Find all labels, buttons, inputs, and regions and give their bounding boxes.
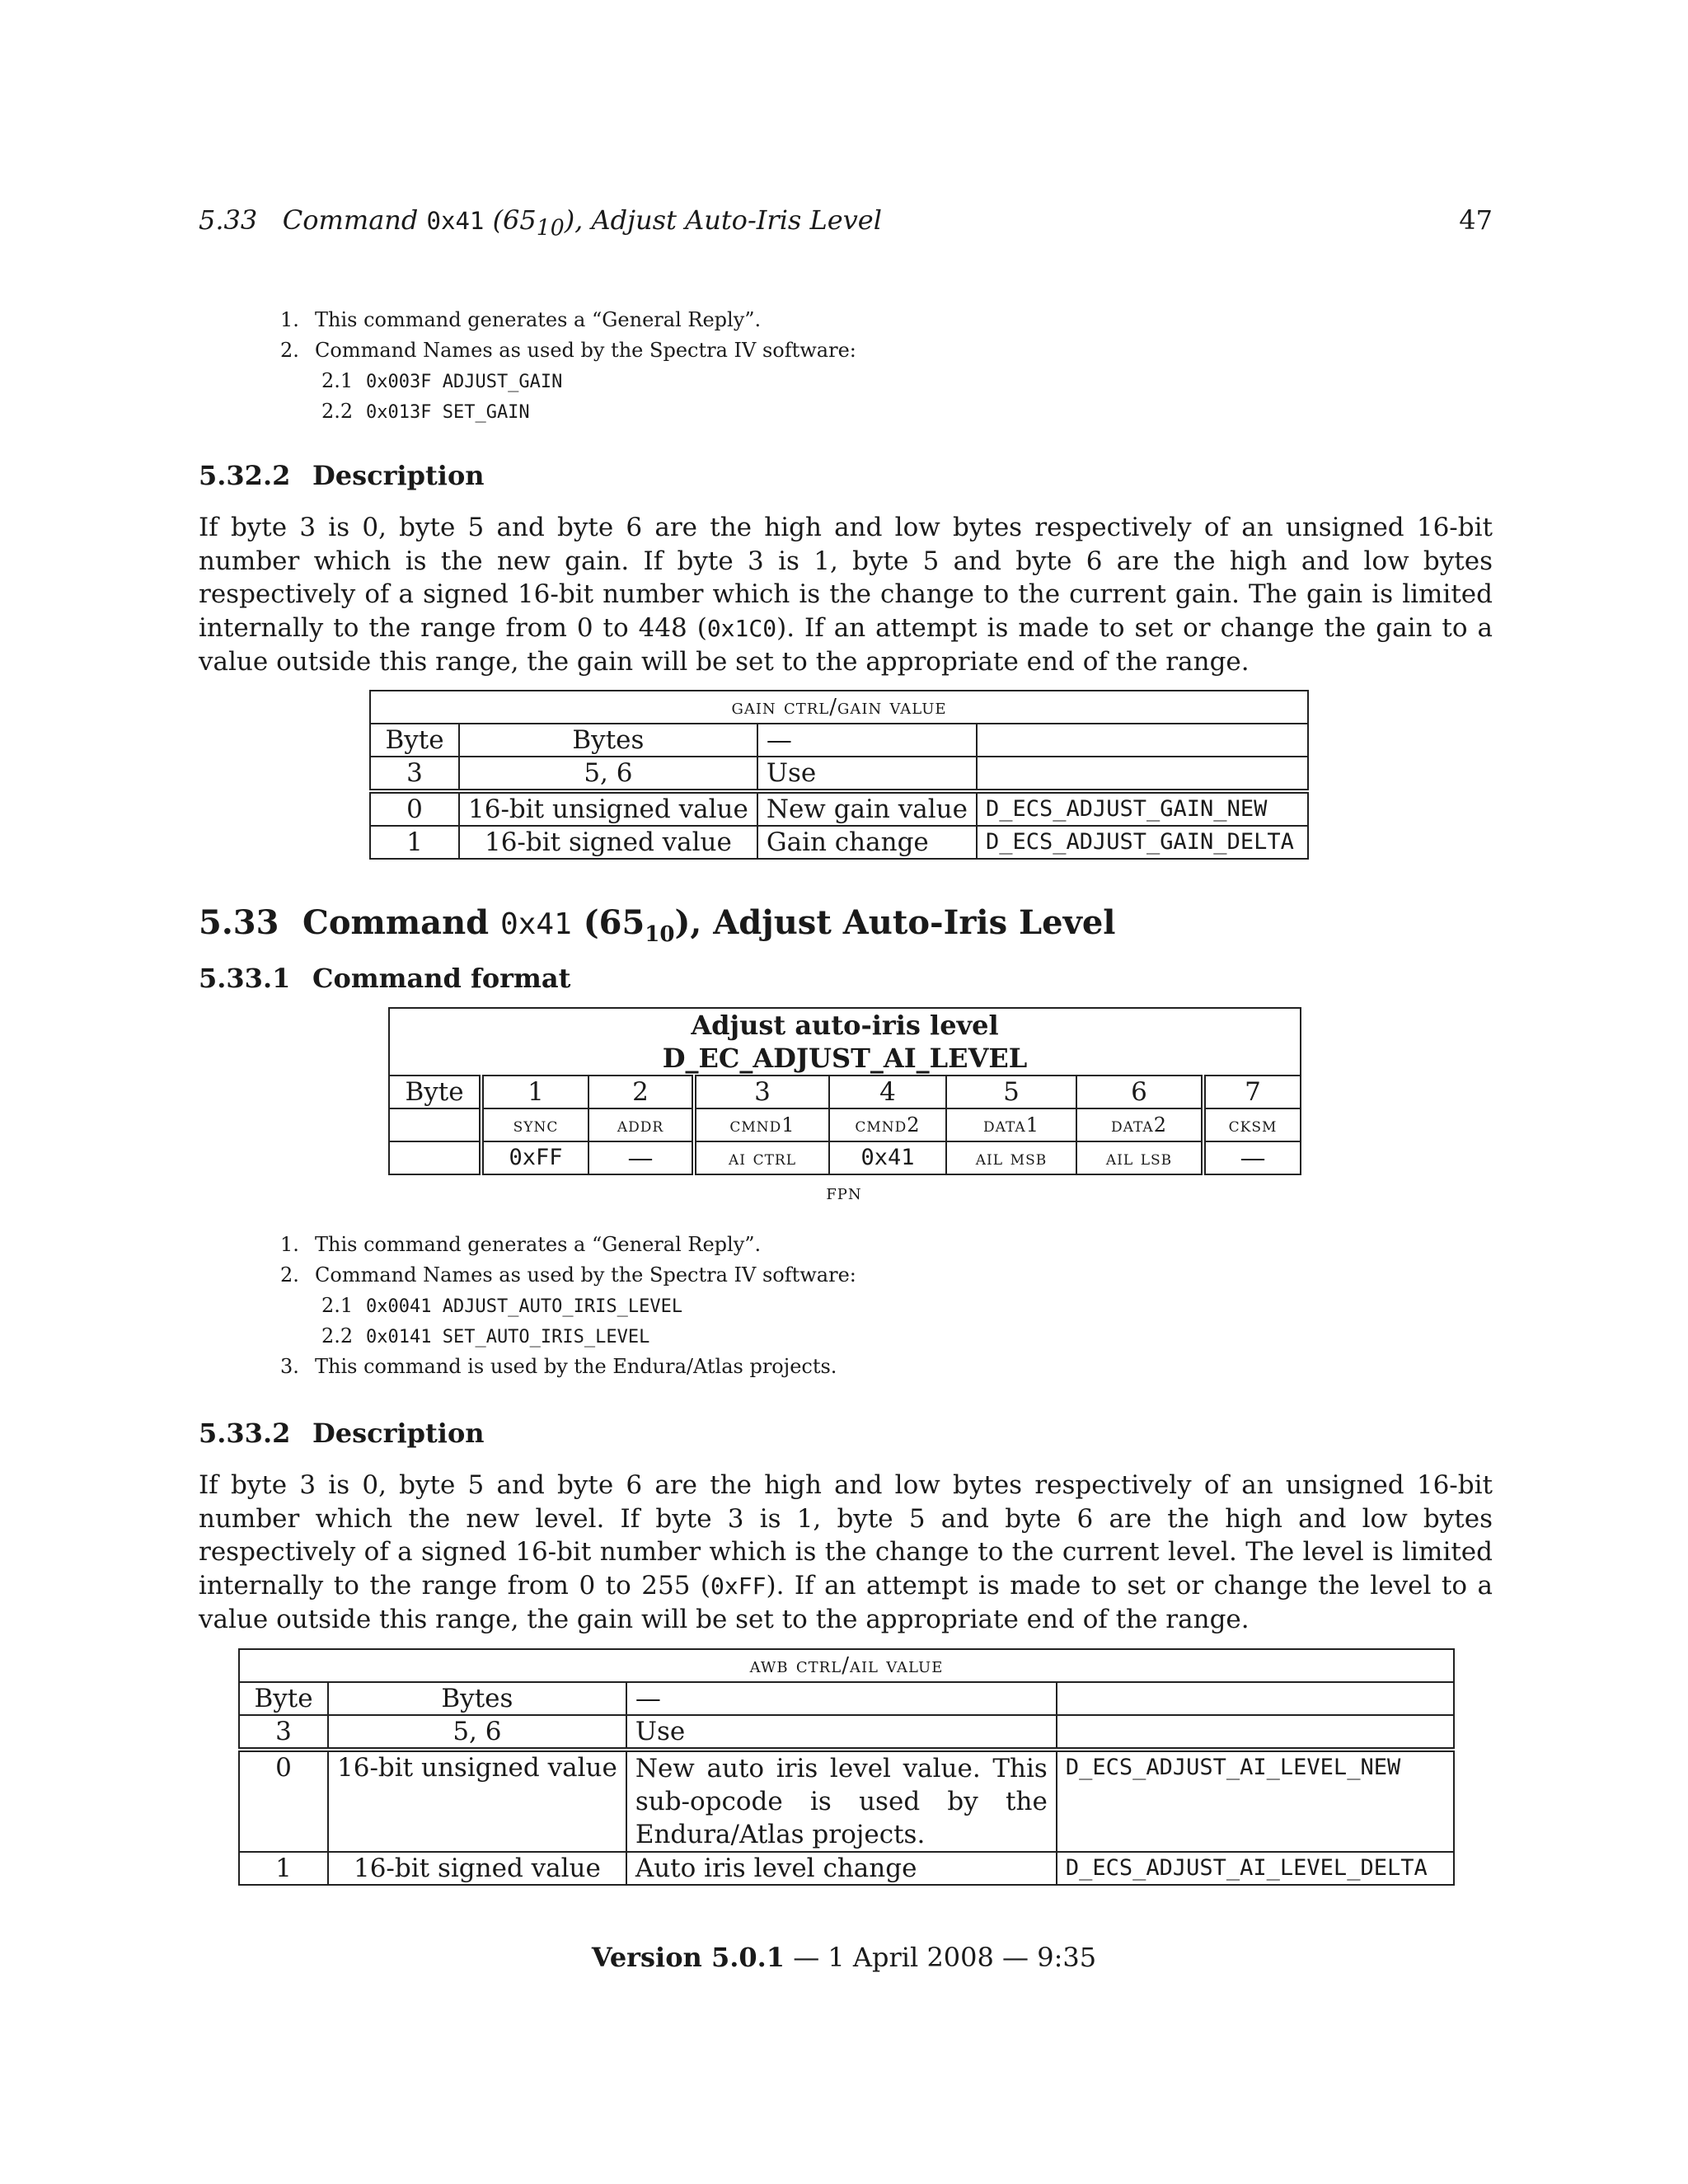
list-item: 2. Command Names as used by the Spectra IV software: [280, 339, 856, 362]
running-head: 5.33 Command 0x41 $(65_{10})$, Adjust Auto-Iris Level 47 [199, 204, 1493, 241]
section-heading-5-33-1: 5.33.1 Command format [199, 963, 571, 994]
list-item: 2.2 0x0141 SET_AUTO_IRIS_LEVEL [321, 1324, 650, 1347]
command-format-table [388, 1007, 1301, 1175]
gain-value-table: gain ctrl/gain value Byte Bytes — 3 5, 6 Use 0 16-bit unsigned value New gain value D_ECS_ADJUST_GAIN_NEW 1 16-bit signed value Gain change D_ECS_ADJUST_GAIN_DELTA [369, 690, 1309, 860]
command-title: Adjust auto-iris level D_EC_ADJUST_AI_LEVEL [389, 1008, 1301, 1076]
table-row: 1 16-bit signed value Gain change D_ECS_ADJUST_GAIN_DELTA [370, 826, 1308, 859]
page-number: 47 [1459, 204, 1493, 236]
section-heading-5-33-2: 5.33.2 Description [199, 1418, 485, 1449]
description-paragraph-gain: If byte 3 is 0, byte 5 and byte 6 are the high and low bytes respectively of an unsigned 16-bit number which is the new gain. If byte 3 is 1, byte 5 and byte 6 are the high and low bytes respectively of a signed 16-bit number which is the change to the current gain. The gain is limited internally to the range from 0 to 448 (0x1C0). If an attempt is made to set or change the gain to a value outside this range, the gain will be set to the appropriate end of the range. [199, 513, 1493, 677]
table-row: 0xFF — ai ctrl 0x41 ail msb ail lsb — [389, 1141, 1301, 1174]
table-caption: gain ctrl/gain value [370, 691, 1308, 724]
table-row: sync addr cmnd1 cmnd2 data1 data2 cksm [389, 1108, 1301, 1141]
list-item: 2.1 0x003F ADJUST_GAIN [321, 369, 563, 392]
notes-list-gain [280, 305, 856, 427]
table-row: 1 16-bit signed value Auto iris level change D_ECS_ADJUST_AI_LEVEL_DELTA [239, 1852, 1454, 1885]
table-row: 0 16-bit unsigned value New gain value D_ECS_ADJUST_GAIN_NEW [370, 791, 1308, 826]
ail-value-table: awb ctrl/ail value Byte Bytes — 3 5, 6 Use 0 16-bit unsigned value New auto iris level value. This sub-opcode is used by the Endura/Atlas projects. D_ECS_ADJUST_AI_LEVEL_NEW 1 16-bit signed value Auto iris level change D_ECS_ADJUST_AI_LEVEL_DELTA [238, 1648, 1455, 1886]
list-item: 1. This command generates a “General Reply”. [280, 1233, 762, 1256]
list-item: 1. This command generates a “General Reply”. [280, 308, 762, 331]
list-item: 2. Command Names as used by the Spectra IV software: [280, 1263, 856, 1286]
table-row: Byte 1 2 3 4 5 6 7 [389, 1076, 1301, 1108]
table-caption: awb ctrl/ail value [239, 1649, 1454, 1682]
table-row: 0 16-bit unsigned value New auto iris level value. This sub-opcode is used by the Endura/Atlas projects. D_ECS_ADJUST_AI_LEVEL_NEW [239, 1750, 1454, 1852]
list-item: 2.2 0x013F SET_GAIN [321, 400, 530, 423]
section-heading-5-32-2: 5.32.2 Description [199, 460, 485, 491]
description-paragraph-level: If byte 3 is 0, byte 5 and byte 6 are the high and low bytes respectively of an unsigned 16-bit number which the new level. If byte 3 is 1, byte 5 and byte 6 are the high and low bytes respectively of a signed 16-bit number which is the change to the current level. The level is limited internally to the range from 0 to 255 (0xFF). If an attempt is made to set or change the level to a value outside this range, the gain will be set to the appropriate end of the range. [199, 1470, 1493, 1634]
running-head-section: 5.33 [199, 204, 258, 236]
list-item: 3. This command is used by the Endura/Atlas projects. [280, 1355, 837, 1378]
notes-list-auto-iris [280, 1230, 856, 1382]
version-footer: Version 5.0.1 — 1 April 2008 — 9:35 [591, 1942, 1097, 1973]
section-heading-5-33: 5.33 Command 0x41 $(65_{10})$, Adjust Auto-Iris Level [199, 903, 1116, 947]
list-item: 2.1 0x0041 ADJUST_AUTO_IRIS_LEVEL [321, 1294, 683, 1317]
fpn-label: fpn [826, 1180, 862, 1204]
